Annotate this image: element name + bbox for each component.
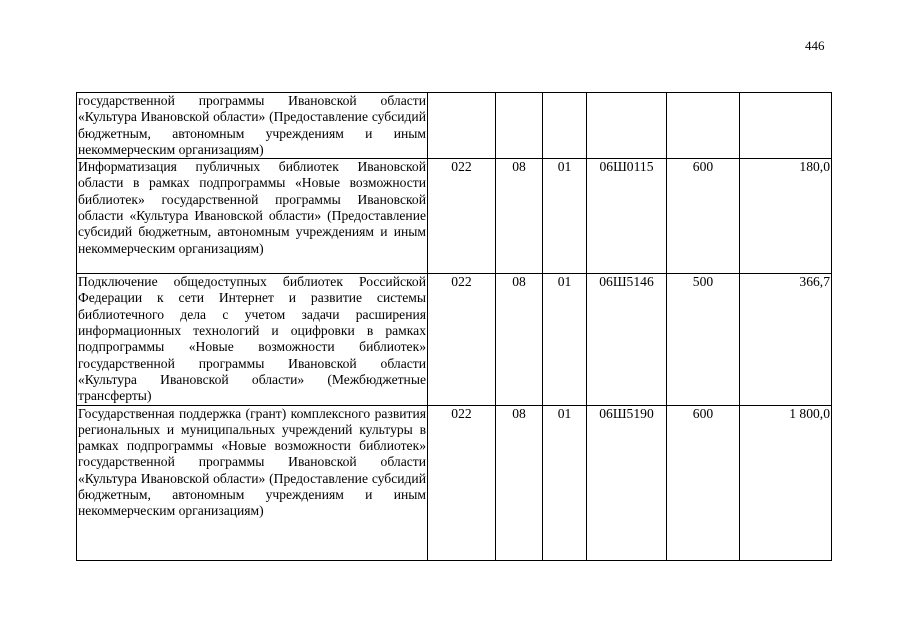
- budget-table: [76, 92, 832, 561]
- expense-type-cell: [667, 93, 740, 159]
- ministry-code-cell: 022: [428, 405, 496, 560]
- row-description: Подключение общедоступных библиотек Российской Федерации к сети Интернет и развитие системы библиотечного дела с учетом задачи расширения информационных технологий и оцифровки в рамках подпрограммы «Новые возможности библиотек» государственной программы Ивановской области «Культура Ивановской области» (Межбюджетные трансферты): [78, 274, 426, 404]
- expense-type-cell: 600: [667, 405, 740, 560]
- row-description: Информатизация публичных библиотек Ивановской области в рамках подпрограммы «Новые возможности библиотек» государственной программы Ивановской области «Культура Ивановской области» (Предоставление субсидий бюджетным, автономным учреждениям и иным некоммерческим организациям): [77, 159, 428, 274]
- amount-cell: 180,0: [740, 159, 832, 274]
- section-code-cell: 08: [496, 159, 543, 274]
- ministry-code-cell: 022: [428, 159, 496, 274]
- table-row: [77, 93, 832, 159]
- target-article-cell: [587, 93, 667, 159]
- target-article-cell: 06Ш0115: [587, 159, 667, 274]
- expense-type-cell: 600: [667, 159, 740, 274]
- ministry-code-cell: 022: [428, 274, 496, 405]
- row-description: государственной программы Ивановской области «Культура Ивановской области» (Предоставление субсидий бюджетным, автономным учреждениям и иным некоммерческим организациям): [78, 93, 426, 157]
- section-code-cell: 08: [496, 274, 543, 405]
- subsection-code-cell: [543, 93, 587, 159]
- table-row: [77, 274, 832, 405]
- row-description: Государственная поддержка (грант) комплексного развития региональных и муниципальных учреждений культуры в рамках подпрограммы «Новые возможности библиотек» государственной программы Ивановской области «Культура Ивановской области» (Предоставление субсидий бюджетным, автономным учреждениям и иным некоммерческим организациям): [77, 405, 428, 560]
- section-code-cell: 08: [496, 405, 543, 560]
- section-code-cell: [496, 93, 543, 159]
- amount-cell: [740, 93, 832, 159]
- target-article-cell: 06Ш5190: [587, 405, 667, 560]
- subsection-code-cell: 01: [543, 159, 587, 274]
- subsection-code-cell: 01: [543, 405, 587, 560]
- page-number: 446: [805, 38, 825, 53]
- expense-type-cell: 500: [667, 274, 740, 405]
- table-row: [77, 159, 832, 274]
- amount-cell: 1 800,0: [740, 405, 832, 560]
- subsection-code-cell: 01: [543, 274, 587, 405]
- table-row: [77, 405, 832, 560]
- ministry-code-cell: [428, 93, 496, 159]
- amount-cell: 366,7: [740, 274, 832, 405]
- target-article-cell: 06Ш5146: [587, 274, 667, 405]
